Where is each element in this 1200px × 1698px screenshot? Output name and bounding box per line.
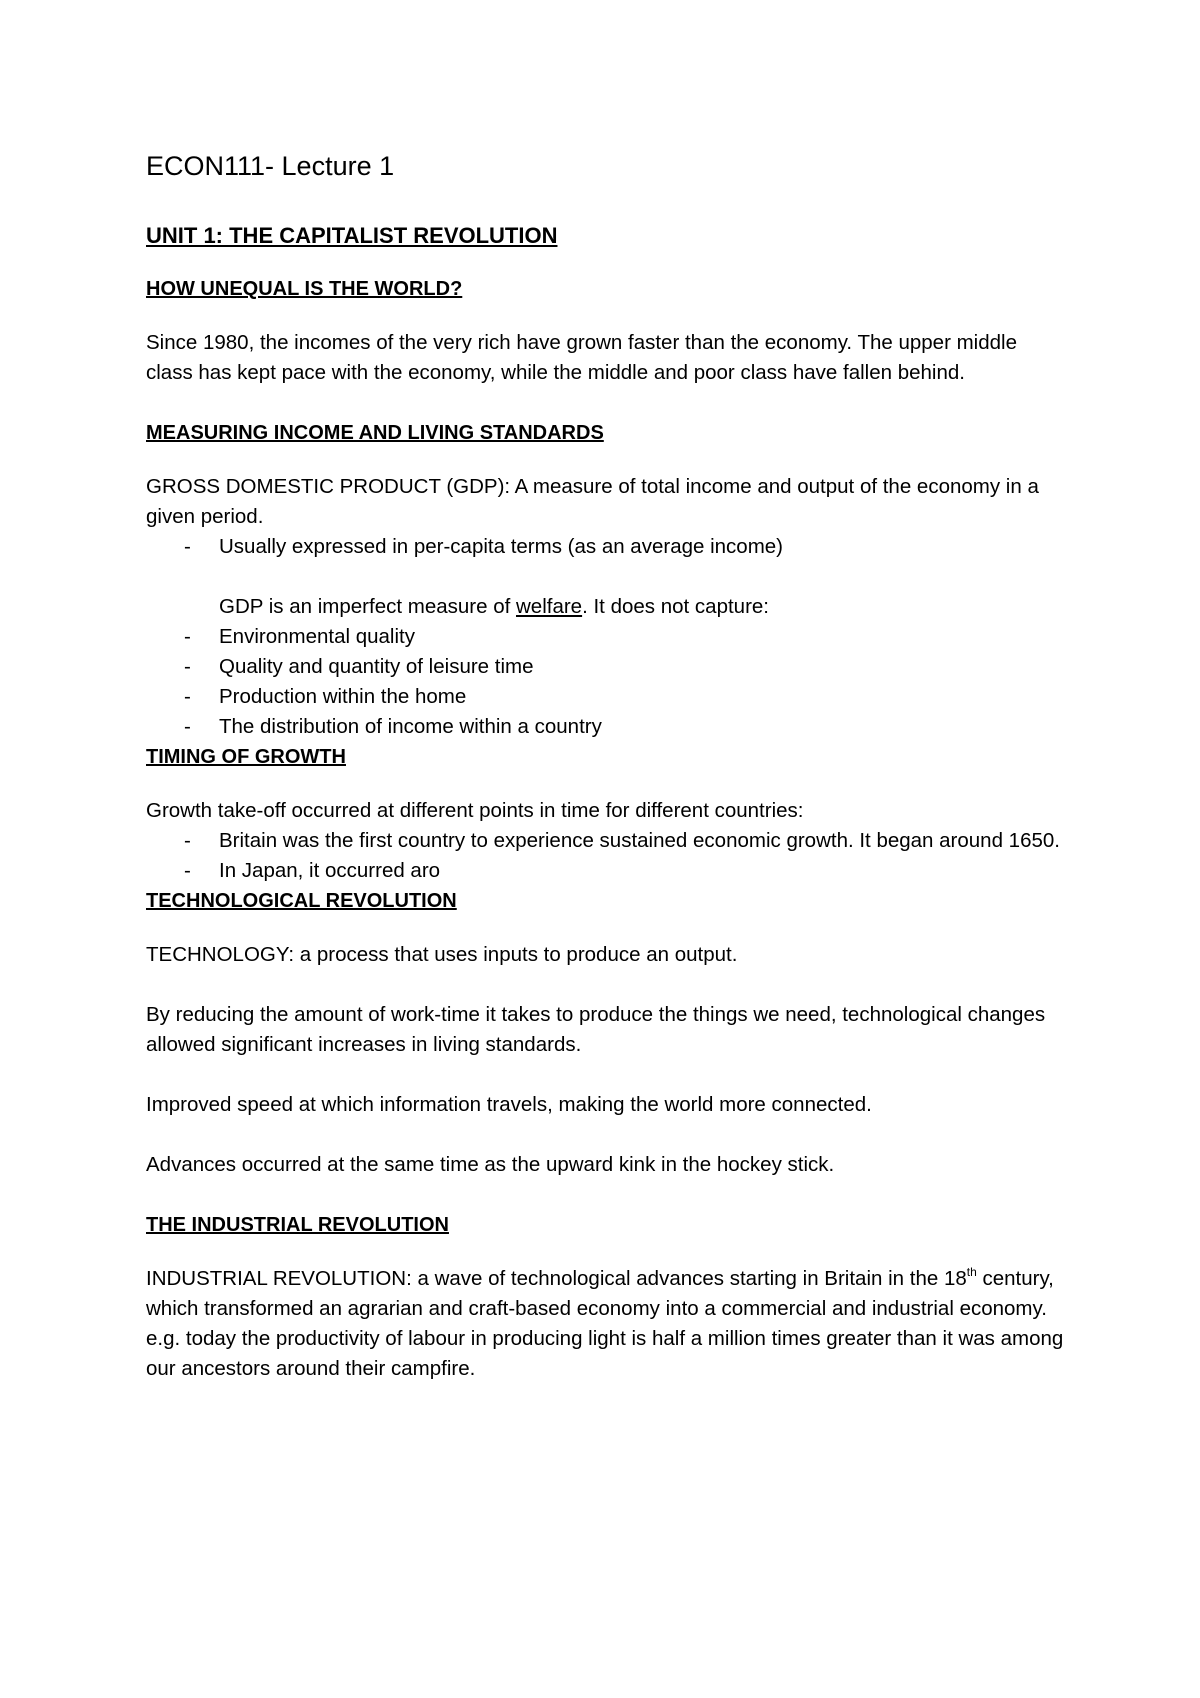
section-heading-timing: TIMING OF GROWTH bbox=[146, 746, 346, 768]
document-title: ECON111- Lecture 1 bbox=[146, 151, 395, 181]
list-item bbox=[146, 826, 1066, 856]
industrial-definition-start: INDUSTRIAL REVOLUTION: a wave of technological advances starting in Britain in the 18 bbox=[146, 1267, 967, 1290]
list-item-text: In Japan, it occurred aro bbox=[219, 859, 441, 882]
list-item-text: Usually expressed in per-capita terms (as an average income) bbox=[219, 535, 784, 558]
dash-bullet: - bbox=[184, 829, 191, 852]
timing-list bbox=[146, 826, 1066, 886]
dash-bullet: - bbox=[184, 685, 191, 708]
list-item bbox=[146, 622, 1066, 652]
technology-paragraph: By reducing the amount of work-time it takes to produce the things we need, technological changes allowed significant increases in living standards. bbox=[146, 1003, 1046, 1056]
inequality-paragraph: Since 1980, the incomes of the very rich have grown faster than the economy. The upper middle class has kept pace with the economy, while the middle and poor class have fallen behind. bbox=[146, 331, 1017, 384]
industrial-definition-end: century, which transformed an agrarian and craft-based economy into a commercial and industrial economy. bbox=[146, 1267, 1054, 1320]
list-item-text: The distribution of income within a country bbox=[219, 715, 602, 738]
technology-paragraph: Advances occurred at the same time as the upward kink in the hockey stick. bbox=[146, 1153, 835, 1176]
list-item bbox=[146, 652, 1066, 682]
list-item bbox=[146, 712, 1066, 742]
gdp-definition: GROSS DOMESTIC PRODUCT (GDP): A measure of total income and output of the economy in a given period. bbox=[146, 475, 1039, 528]
welfare-text-after: . It does not capture: bbox=[582, 595, 769, 618]
gdp-bullet-list bbox=[146, 532, 1066, 562]
unit-heading: UNIT 1: THE CAPITALIST REVOLUTION bbox=[146, 223, 558, 248]
ordinal-suffix: th bbox=[966, 1265, 977, 1279]
industrial-definition bbox=[146, 1264, 1066, 1324]
industrial-example: e.g. today the productivity of labour in producing light is half a million times greater than it was among our ancestors around their campfire. bbox=[146, 1327, 1064, 1380]
dash-bullet: - bbox=[184, 715, 191, 738]
welfare-statement bbox=[146, 592, 1066, 622]
list-item-text: Quality and quantity of leisure time bbox=[219, 655, 534, 678]
list-item-text: Production within the home bbox=[219, 685, 467, 708]
section-heading-technological: TECHNOLOGICAL REVOLUTION bbox=[146, 890, 457, 912]
list-item bbox=[146, 532, 1066, 562]
technology-paragraph: Improved speed at which information travels, making the world more connected. bbox=[146, 1093, 872, 1116]
section-heading-industrial: THE INDUSTRIAL REVOLUTION bbox=[146, 1214, 449, 1236]
technology-definition: TECHNOLOGY: a process that uses inputs to produce an output. bbox=[146, 943, 738, 966]
list-item-text: Environmental quality bbox=[219, 625, 415, 648]
list-item bbox=[146, 682, 1066, 712]
section-heading-measuring: MEASURING INCOME AND LIVING STANDARDS bbox=[146, 422, 604, 444]
list-item bbox=[146, 856, 1066, 886]
dash-bullet: - bbox=[184, 655, 191, 678]
dash-bullet: - bbox=[184, 535, 191, 558]
document-body bbox=[146, 146, 1066, 1414]
timing-intro: Growth take-off occurred at different points in time for different countries: bbox=[146, 799, 804, 822]
section-heading-inequality: HOW UNEQUAL IS THE WORLD? bbox=[146, 278, 463, 300]
dash-bullet: - bbox=[184, 625, 191, 648]
gdp-limitations-list bbox=[146, 622, 1066, 742]
welfare-word: welfare bbox=[516, 595, 583, 618]
dash-bullet: - bbox=[184, 859, 191, 882]
list-item-text: Britain was the first country to experience sustained economic growth. It began around 1650. bbox=[219, 829, 1060, 852]
welfare-text-before: GDP is an imperfect measure of bbox=[219, 595, 516, 618]
